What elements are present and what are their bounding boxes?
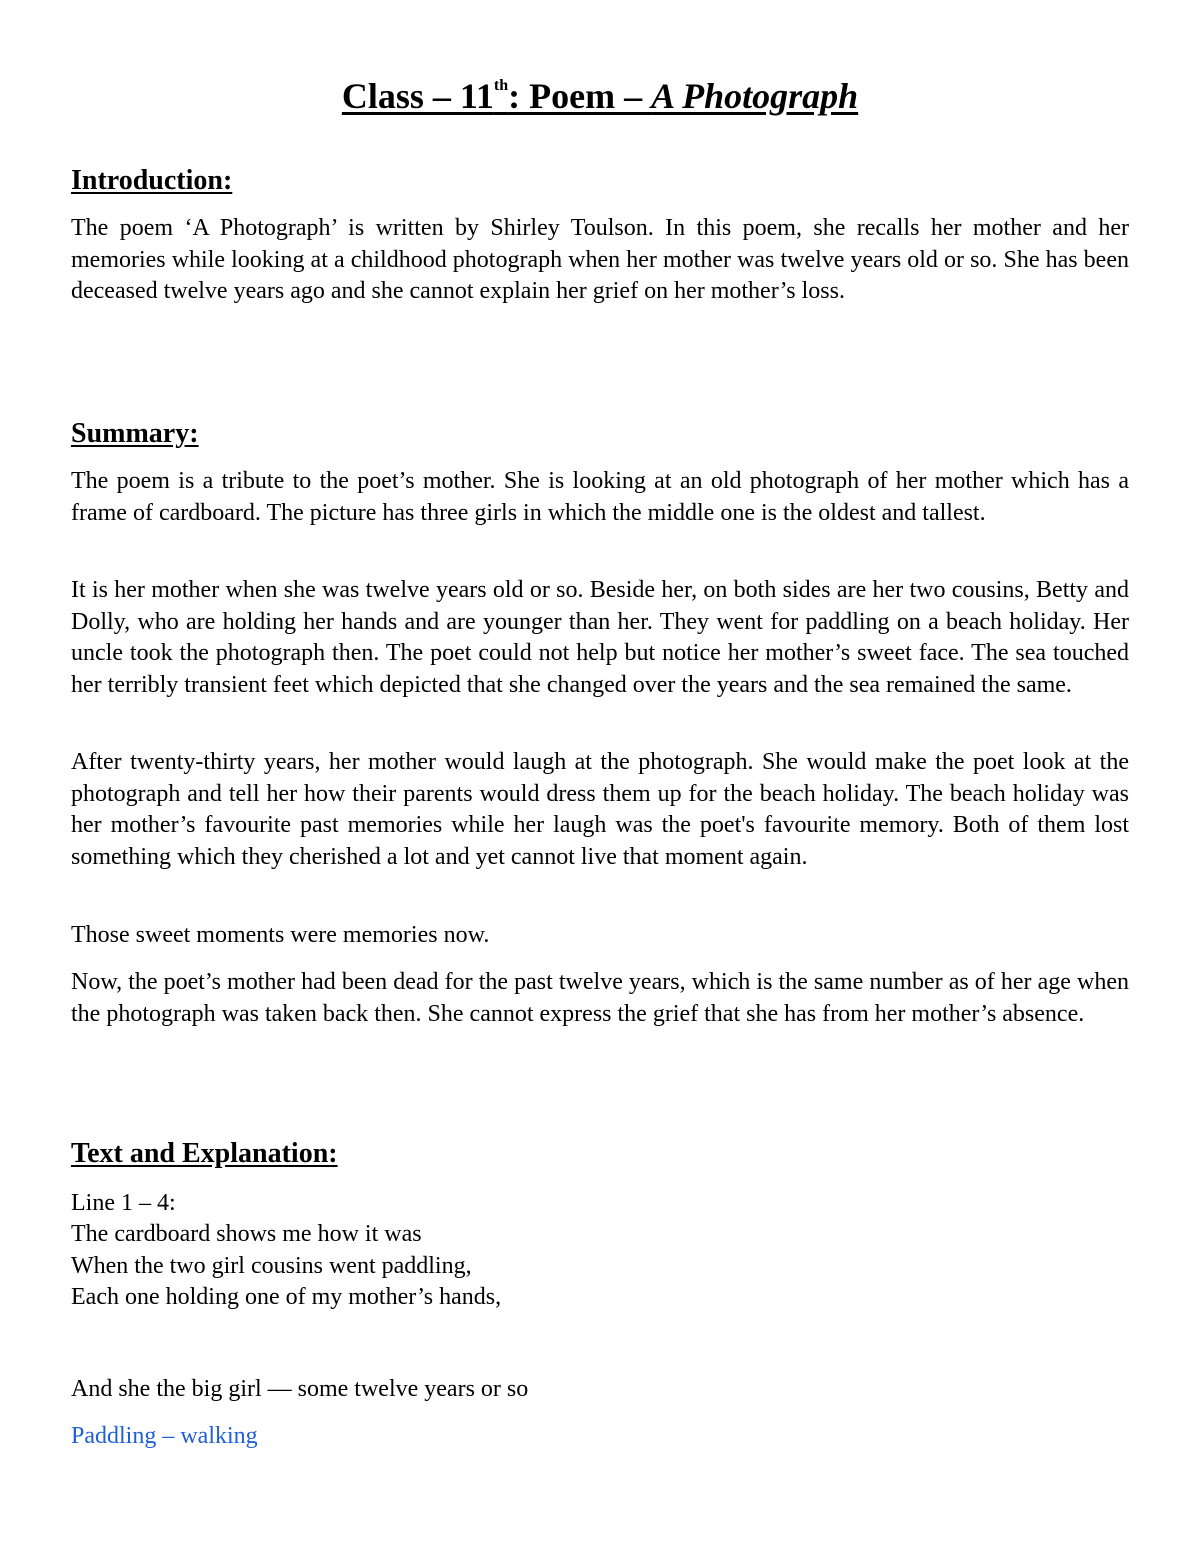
summary-paragraph-2: It is her mother when she was twelve years old or so. Beside her, on both sides are her two cousins, Betty and Dolly, who are holding her hands and are younger than her. They went for paddling on a beach holiday. Her uncle took the photograph then. The poet could not help but notice her mother’s sweet face. The sea touched her terribly transient feet which depicted that she changed over the years and the sea remained the same. xyxy=(71,577,1129,698)
introduction-heading: Introduction: xyxy=(71,165,233,196)
summary-paragraph-4: Those sweet moments were memories now. xyxy=(71,922,490,948)
summary-heading: Summary: xyxy=(71,418,199,449)
glossary-paddling: Paddling – walking xyxy=(71,1423,258,1449)
introduction-paragraph: The poem ‘A Photograph’ is written by Shirley Toulson. In this poem, she recalls her mother and her memories while looking at a childhood photograph when her mother was twelve years old or so. She has been deceased twelve years ago and she cannot explain her grief on her mother’s loss. xyxy=(71,215,1129,304)
verse-line-4: And she the big girl — some twelve years or so xyxy=(71,1376,529,1402)
verse-line-1: The cardboard shows me how it was xyxy=(71,1221,422,1247)
text-explanation-heading: Text and Explanation: xyxy=(71,1138,338,1169)
title-prefix: Class – 11 xyxy=(341,76,494,116)
title-superscript: th xyxy=(493,77,509,94)
title-poem-name: A Photograph xyxy=(651,76,859,116)
summary-paragraph-5: Now, the poet’s mother had been dead for the past twelve years, which is the same number as of her age when the photograph was taken back then. She cannot express the grief that she has from her mother’s absence. xyxy=(71,969,1129,1027)
document-title xyxy=(71,72,1129,120)
title-middle: : Poem – xyxy=(508,76,652,116)
verse-line-3: Each one holding one of my mother’s hands, xyxy=(71,1284,502,1310)
line-reference: Line 1 – 4: xyxy=(71,1190,176,1216)
summary-paragraph-3: After twenty-thirty years, her mother would laugh at the photograph. She would make the poet look at the photograph and tell her how their parents would dress them up for the beach holiday. The beach holiday was her mother’s favourite past memories while her laugh was the poet's favourite memory. Both of them lost something which they cherished a lot and yet cannot live that moment again. xyxy=(71,749,1129,870)
summary-paragraph-1: The poem is a tribute to the poet’s mother. She is looking at an old photograph of her mother which has a frame of cardboard. The picture has three girls in which the middle one is the oldest and tallest. xyxy=(71,468,1129,526)
verse-line-2: When the two girl cousins went paddling, xyxy=(71,1253,472,1279)
